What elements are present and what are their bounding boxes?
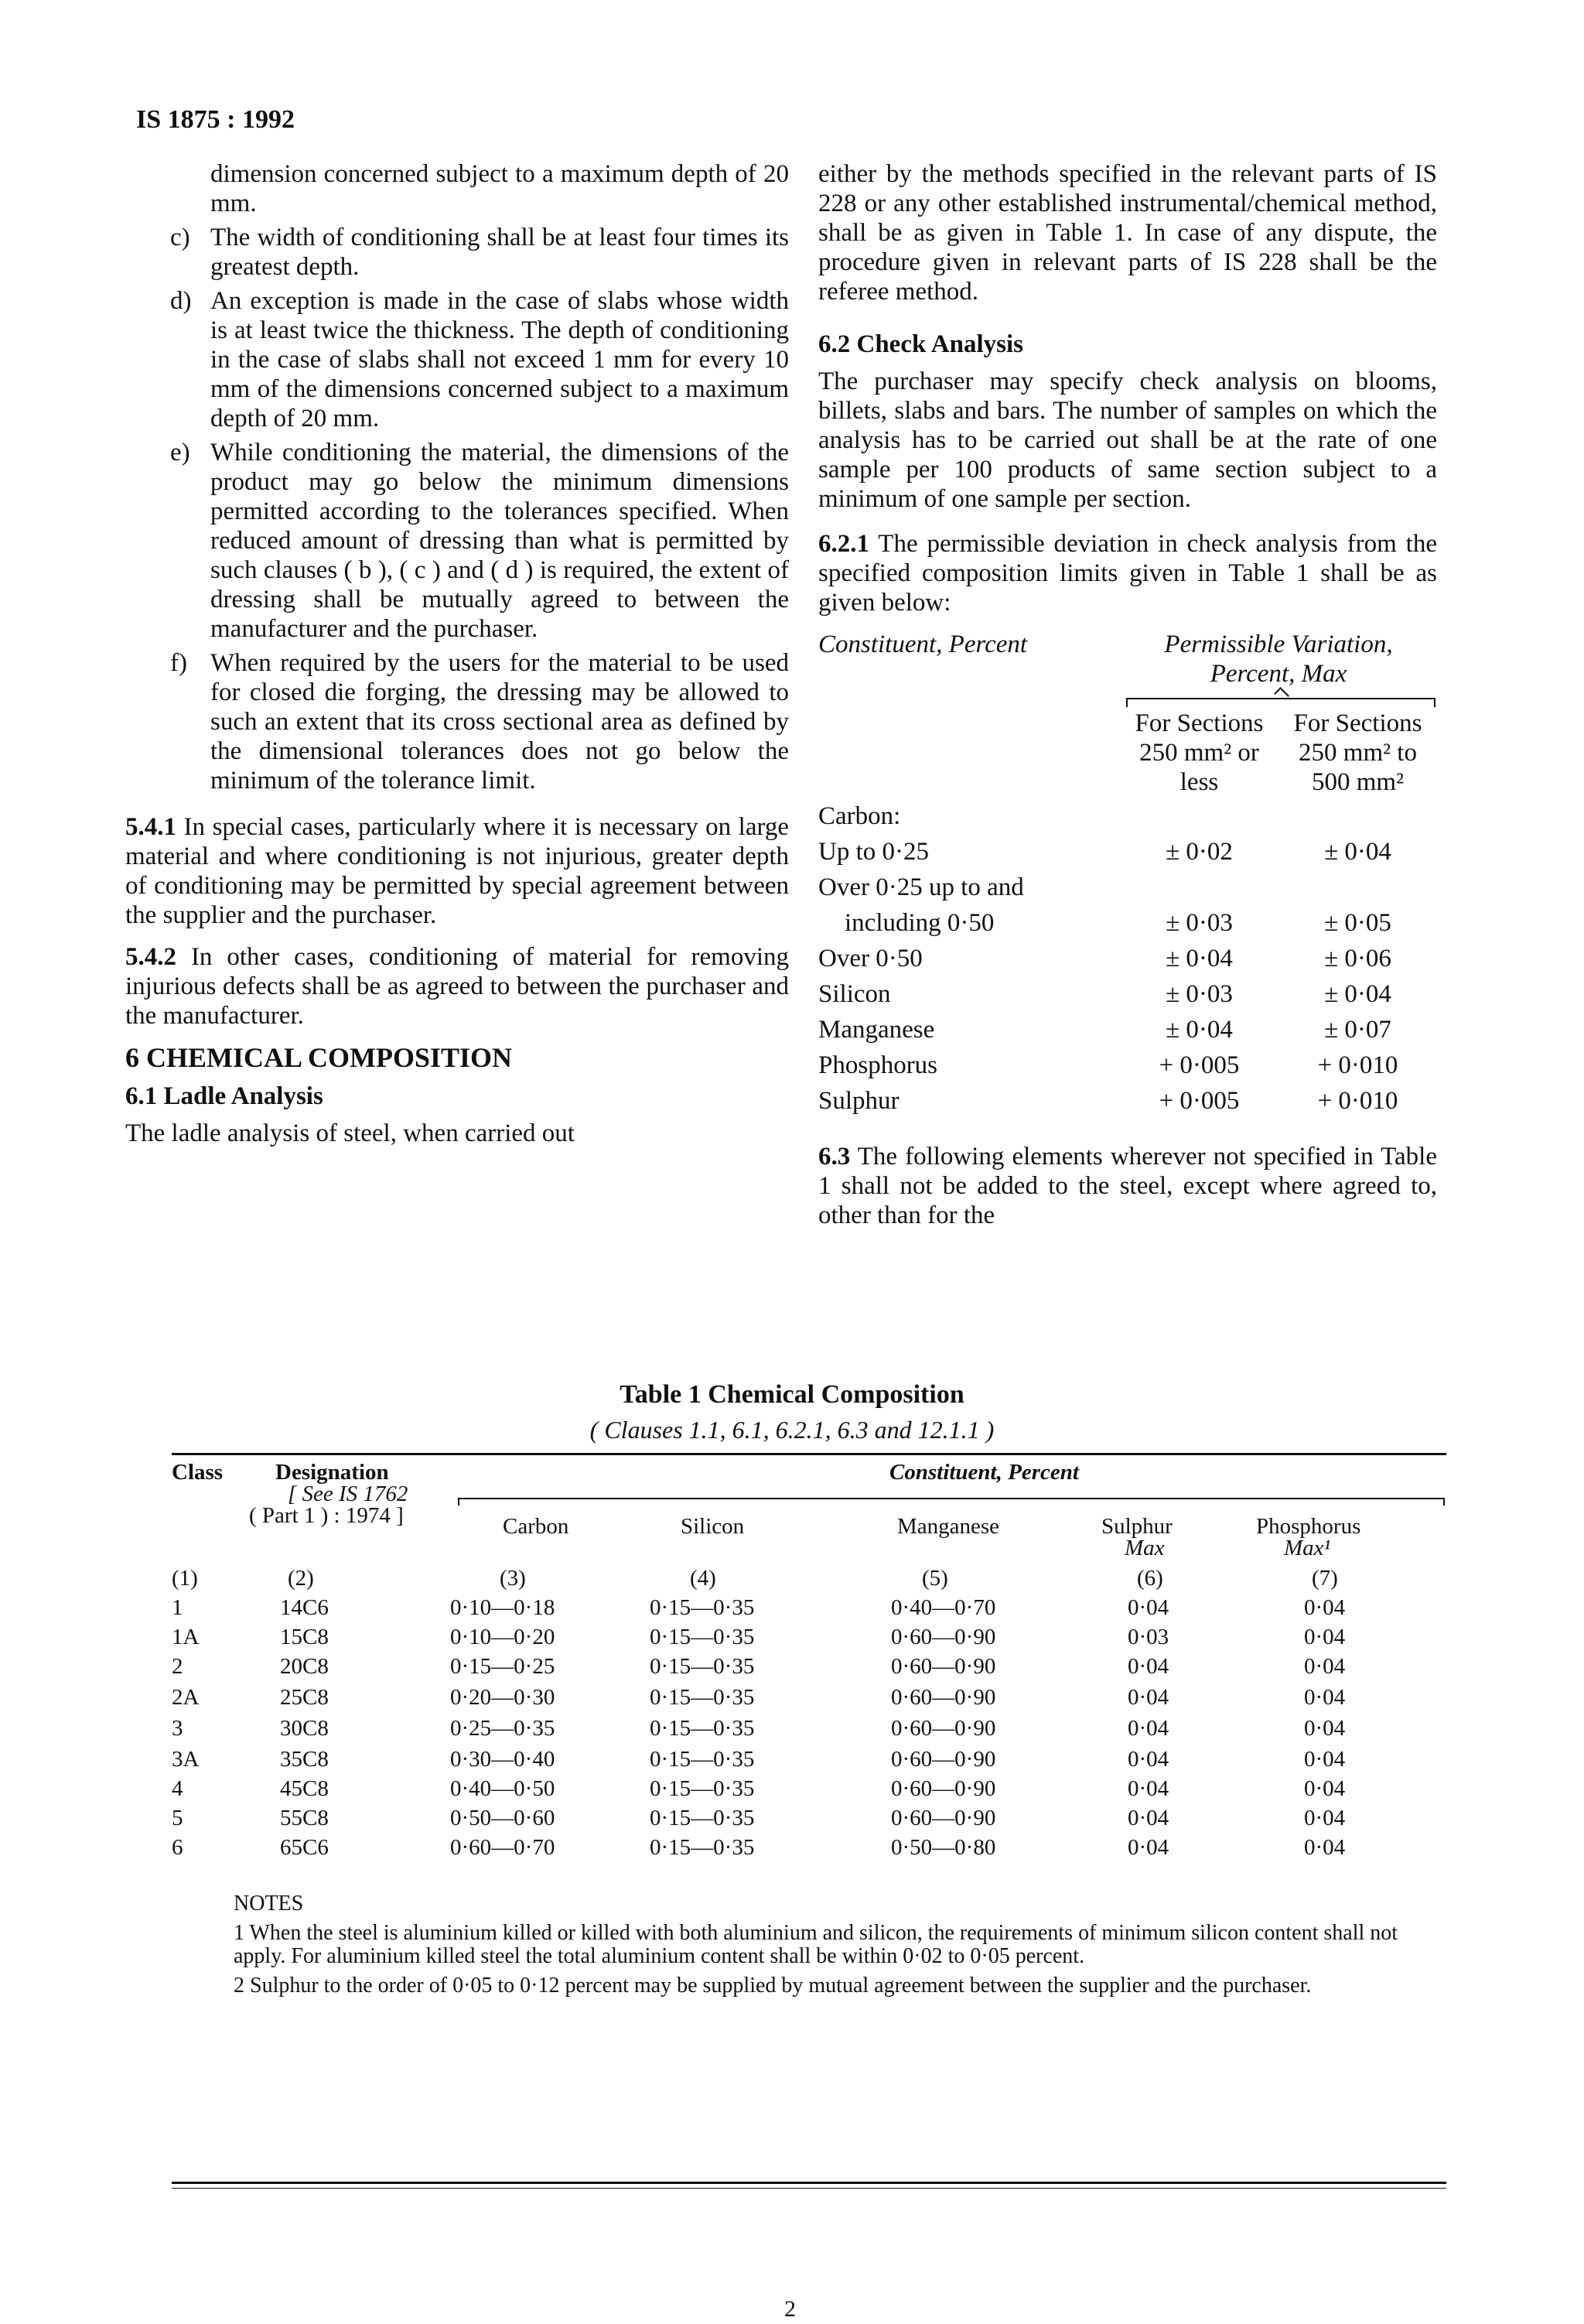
table-cell: 0·60—0·90 [891,1625,996,1649]
header-phosphorus-max: Max¹ [1284,1536,1331,1560]
table-cell: 1A [172,1625,200,1649]
table-cell: 6 [172,1835,183,1860]
header-sulphur: Sulphur [1101,1514,1173,1539]
table-cell: 0·60—0·90 [891,1806,996,1830]
table-cell [1120,801,1278,831]
table-cell: 0·20—0·30 [450,1685,555,1710]
table-cell: 0·60—0·90 [891,1654,996,1679]
table-cell: 0·03 [1128,1625,1169,1649]
table-cell: Manganese [818,1016,935,1044]
list-text: The width of conditioning shall be at least four times its greatest depth. [210,224,789,281]
table-cell: 0·04 [1304,1806,1346,1830]
table-cell: 0·04 [1304,1595,1346,1620]
table-title: Table 1 Chemical Composition [620,1380,964,1409]
table-cell: ± 0·03 [1166,909,1233,937]
table-cell: 0·60—0·90 [891,1716,996,1741]
header-phosphorus: Phosphorus [1256,1514,1361,1539]
paragraph: The purchaser may specify check analysis on blooms, billets, slabs and bars. The number of samples on which the analysis has to be carried out shall be at the rate of one sample per 100 products of same section subject to a minimum of one sample per section. [818,367,1437,513]
table-row [172,1625,1446,1654]
header-class: Class [172,1460,224,1485]
table-cell: 0·10—0·20 [450,1625,555,1649]
table-cell [1120,873,1278,902]
clause-6-3 [818,1142,1437,1230]
table-cell: 0·04 [1128,1776,1169,1801]
table-cell: 0·04 [1304,1835,1346,1860]
paragraph: either by the methods specified in the relevant parts of IS 228 or any other established instrumental/chemical method, shall be as given in Table 1. In case of any dispute, the procedure given in relevant parts of IS 228 shall be the referee method. [818,160,1437,306]
table-cell: 0·15—0·35 [650,1806,755,1830]
header-designation-ref: ( Part 1 ) : 1974 ] [249,1503,404,1528]
table-cell: ± 0·06 [1324,945,1391,972]
table-cell: + 0·005 [1159,1087,1240,1115]
table-cell: 0·15—0·35 [650,1625,755,1649]
page-number: 2 [784,2296,796,2322]
table-cell: (5) [922,1566,948,1591]
clause-number: 6.3 [818,1143,851,1171]
list-text: An exception is made in the case of slabs whose width is at least twice the thickness. The depth of conditioning in the case of slabs shall not exceed 1 mm for every 10 mm of the dimensions concerned subject to a maximum depth of 20 mm. [210,287,789,432]
table-cell: (6) [1137,1566,1163,1591]
table-cell: Over 0·50 [818,945,923,972]
table-cell: 0·04 [1304,1625,1346,1649]
subsection-title: 6.1 Ladle Analysis [125,1082,323,1110]
note: 2 Sulphur to the order of 0·05 to 0·12 percent may be supplied by mutual agreement between the supplier and the purchaser. [234,1974,1312,1998]
table-cell [1278,801,1437,831]
table-row [172,1654,1446,1683]
list-label: f) [170,649,187,677]
table-cell: 0·04 [1304,1654,1346,1679]
table-cell: 0·60—0·90 [891,1747,996,1772]
clause-text: The following elements wherever not specified in Table 1 shall not be added to the steel, except where agreed to, other than for the [818,1143,1437,1229]
table-cell: 0·15—0·35 [650,1716,755,1741]
table-cell: + 0·010 [1317,1087,1398,1115]
table-cell: Over 0·25 up to and [818,873,1024,901]
deviation-table [818,801,1437,1116]
clause-number: 5.4.1 [125,813,176,841]
table-cell: 0·15—0·35 [650,1835,755,1860]
list-label: d) [170,287,192,315]
list-text: While conditioning the material, the dimensions of the product may go below the minimum dimensions permitted according to the tolerances specified. When reduced amount of dressing than what is permitted by such clauses ( b ), ( c ) and ( d ) is required, the extent of dressing shall be mutually agreed to between the manufacturer and the purchaser. [210,439,789,643]
table-cell: 0·50—0·80 [891,1835,996,1860]
table-cell: ± 0·04 [1166,1016,1233,1044]
table-cell: 0·04 [1128,1835,1169,1860]
table-cell: 0·40—0·70 [891,1595,996,1620]
table-row [172,1716,1446,1745]
table-bottom-rule [172,2182,1446,2184]
table-cell: 15C8 [280,1625,329,1649]
list-label [170,159,210,218]
clause-number: 6.2.1 [818,530,869,558]
clause-text: In other cases, conditioning of material for removing injurious defects shall be as agreed to between the purchaser and the manufacturer. [125,943,789,1030]
table-cell: 3 [172,1716,183,1741]
header-brace [1126,689,1436,709]
table-cell: 14C6 [280,1595,329,1620]
table-cell: 25C8 [280,1685,329,1710]
clause-number: 5.4.2 [125,943,176,971]
table-cell: 0·50—0·60 [450,1806,555,1830]
table-cell: Silicon [818,980,891,1008]
table-row [172,1776,1446,1806]
table-cell: (1) [172,1566,198,1591]
table-cell: ± 0·04 [1166,945,1233,972]
table-cell: 0·30—0·40 [450,1747,555,1772]
table-cell: 0·25—0·35 [450,1716,555,1741]
table-cell: including 0·50 [845,909,995,937]
table-cell: 0·04 [1128,1806,1169,1830]
table-cell: 0·15—0·35 [650,1595,755,1620]
table-cell: 0·40—0·50 [450,1776,555,1801]
table-cell: 0·15—0·35 [650,1747,755,1772]
table-cell: 3A [172,1747,200,1772]
standard-number: IS 1875 : 1992 [136,105,295,134]
clause-5-4-1 [125,812,789,930]
header-silicon: Silicon [681,1514,745,1539]
table-cell: 30C8 [280,1716,329,1741]
deviation-table-header [818,630,1437,689]
table-cell: ± 0·04 [1324,980,1391,1008]
header-designation-ref: [ See IS 1762 [288,1482,408,1506]
constituent-brace [458,1493,1445,1504]
table-cell: ± 0·07 [1324,1016,1391,1044]
table-row [172,1806,1446,1835]
table-cell: 5 [172,1806,183,1830]
table-cell: Up to 0·25 [818,838,929,866]
table-cell: 65C6 [280,1835,329,1860]
header-designation: Designation [275,1460,389,1485]
column-number-row [172,1566,1446,1595]
table-cell: 1 [172,1595,183,1620]
table-bottom-rule-thin [172,2188,1446,2189]
table-cell: 0·15—0·35 [650,1685,755,1710]
table-cell: ± 0·03 [1166,980,1233,1008]
header-sulphur-max: Max [1125,1536,1165,1560]
table-row [172,1685,1446,1714]
list-item [170,438,789,644]
table-cell: 0·60—0·70 [450,1835,555,1860]
table-cell: 0·04 [1128,1654,1169,1679]
subsection-title: 6.2 Check Analysis [818,330,1023,358]
table-cell: 45C8 [280,1776,329,1801]
table-cell: (4) [690,1566,716,1591]
table-row [172,1835,1446,1864]
column-header: For Sections 250 mm² or less [1135,709,1264,796]
table-cell: + 0·005 [1159,1051,1240,1079]
column-header: Permissible Variation, Percent, Max [1164,631,1393,688]
table-cell: 2 [172,1654,183,1679]
table-cell: 0·04 [1128,1747,1169,1772]
note: 1 When the steel is aluminium killed or killed with both aluminium and silicon, the requirements of minimum silicon content shall not apply. For aluminium killed steel the total aluminium content shall be within 0·02 to 0·05 percent. [234,1921,1398,1968]
list-text: When required by the users for the material to be used for closed die forging, the dressing may be allowed to such an extent that its cross sectional area as defined by the dimensional tolerances does not go below the minimum of the tolerance limit. [210,649,789,795]
right-column [818,159,1437,1242]
clause-text: The permissible deviation in check analysis from the specified composition limits given in Table 1 shall be as given below: [818,530,1437,617]
table-cell: 55C8 [280,1806,329,1830]
list-text: dimension concerned subject to a maximum depth of 20 mm. [210,160,789,217]
deviation-subheader [818,709,1437,797]
table-cell: Phosphorus [818,1051,938,1079]
clause-6-2-1 [818,529,1437,617]
list-item [170,286,789,433]
section-title: 6 CHEMICAL COMPOSITION [125,1042,513,1073]
list-item [170,648,789,795]
table-cell: (7) [1312,1566,1338,1591]
table-cell: 0·04 [1128,1595,1169,1620]
clause-text: In special cases, particularly where it is necessary on large material and where conditioning is not injurious, greater depth of conditioning may be permitted by special agreement between the supplier and the purchaser. [125,813,789,929]
table-notes [234,1892,1445,1998]
table-cell: 0·04 [1128,1716,1169,1741]
list-label: c) [170,224,190,251]
table-top-rule [172,1453,1446,1455]
header-carbon: Carbon [503,1514,569,1539]
table-cell [1278,873,1437,902]
table-cell: 0·04 [1304,1747,1346,1772]
table-cell: ± 0·05 [1324,909,1391,937]
table-cell: 4 [172,1776,183,1801]
table-cell: 35C8 [280,1747,329,1772]
clause-6-1-text: The ladle analysis of steel, when carried out [125,1119,575,1147]
column-header: Constituent, Percent [818,631,1028,658]
table-cell: 0·04 [1304,1716,1346,1741]
header-constituent: Constituent, Percent [889,1460,1079,1485]
clause-5-4-2 [125,942,789,1030]
left-column [125,159,789,1160]
table-row [172,1595,1446,1625]
table-cell: 0·60—0·90 [891,1685,996,1710]
table-cell: 0·04 [1128,1685,1169,1710]
table-cell: 0·15—0·25 [450,1654,555,1679]
table-cell: (3) [500,1566,526,1591]
list-item [170,159,789,218]
table-row [172,1747,1446,1776]
column-header: For Sections 250 mm² to 500 mm² [1293,709,1422,796]
header-manganese: Manganese [897,1514,1000,1539]
table-cell: Carbon: [818,802,901,830]
table-cell: 0·15—0·35 [650,1776,755,1801]
table-cell: 20C8 [280,1654,329,1679]
table-cell: 2A [172,1685,200,1710]
table-clauses: ( Clauses 1.1, 6.1, 6.2.1, 6.3 and 12.1.1 ) [589,1416,995,1444]
table-cell: 0·04 [1304,1685,1346,1710]
table-cell: ± 0·02 [1166,838,1233,866]
list-label: e) [170,439,190,467]
table-cell: 0·60—0·90 [891,1776,996,1801]
table-cell: 0·15—0·35 [650,1654,755,1679]
table-cell: (2) [288,1566,314,1591]
list-item [170,223,789,282]
notes-title: NOTES [234,1892,304,1916]
table-cell: + 0·010 [1317,1051,1398,1079]
table-cell: 0·04 [1304,1776,1346,1801]
table-cell: 0·10—0·18 [450,1595,555,1620]
table-cell: ± 0·04 [1324,838,1391,866]
table-cell: Sulphur [818,1087,900,1115]
